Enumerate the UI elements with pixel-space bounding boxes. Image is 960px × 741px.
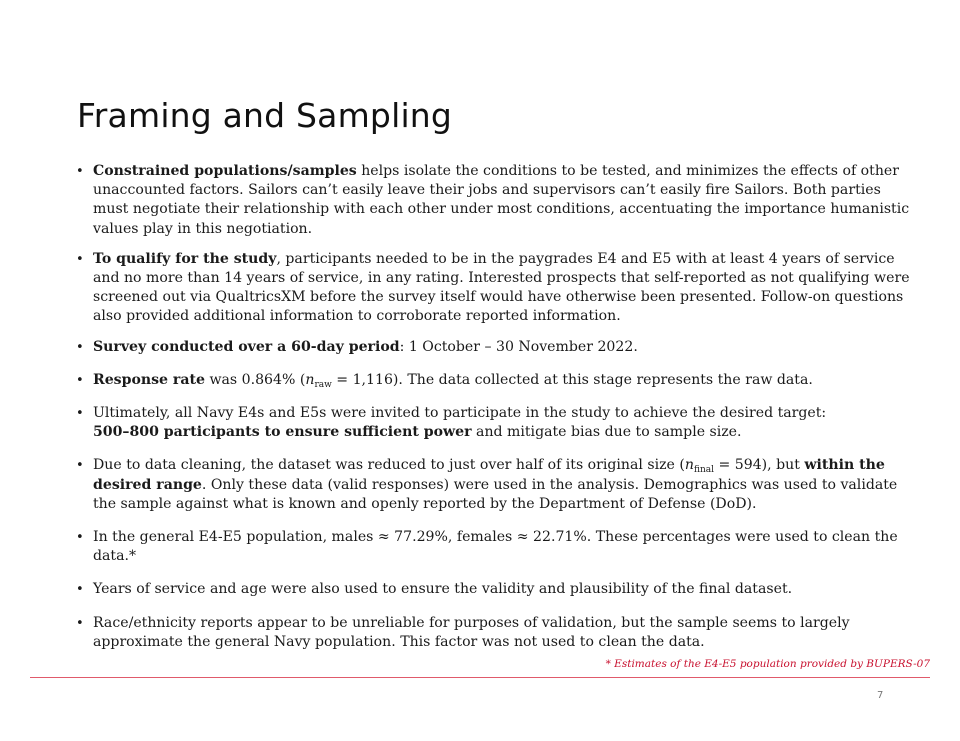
bullet-text: Years of service and age were also used to ensure the validity and plausibility of the final dataset.: [93, 581, 793, 598]
bullet-bold-text: 500–800 participants to ensure sufficient power: [93, 424, 472, 441]
bullet-race-ethnicity: [75, 614, 910, 652]
bullet-invited-participants: [75, 404, 910, 442]
bullet-text: , participants needed to be in the paygrades E4 and E5 with at least 4 years of service and no more than 14 years of service, in any rating. Interested prospects that self-reported as not qualifying were screened out via QualtricsXM before the survey itself would have otherwise been presented. Follow-on questions also provided additional information to corroborate reported information.: [93, 250, 910, 325]
n-subscript: raw: [314, 379, 332, 390]
page-number: 7: [877, 690, 884, 701]
bullet-qualify-study: [75, 250, 910, 327]
bullet-data-cleaning: [75, 456, 910, 514]
bullet-text: Race/ethnicity reports appear to be unreliable for purposes of validation, but the sample seems to largely approximate the general Navy population. This factor was not used to clean the data.: [93, 614, 850, 650]
bullet-text: Due to data cleaning, the dataset was reduced to just over half of its original size (: [93, 457, 685, 474]
bullet-population-gender: [75, 528, 910, 566]
bullet-text: = 1,116). The data collected at this stage represents the raw data.: [331, 371, 813, 388]
bullet-list: [75, 162, 910, 666]
bullet-text: was 0.864% (: [204, 371, 306, 388]
bullet-years-service-age: [75, 580, 910, 599]
n-symbol: n: [305, 371, 315, 388]
bullet-bold-text: Survey conducted over a 60-day period: [93, 338, 400, 355]
bullet-text: Ultimately, all Navy E4s and E5s were invited to participate in the study to achieve the desired target:: [93, 405, 827, 422]
bullet-text: helps isolate the conditions to be tested, and minimizes the effects of other unaccounted factors. Sailors can’t easily leave their jobs and supervisors can’t easily fire Sailors. Both parties must negotiate their relationship with each other under most conditions, accentuating the importance humanistic values play in this negotiation.: [93, 163, 910, 237]
bullet-bold-text: within the desired range: [93, 457, 885, 493]
footnote: * Estimates of the E4-E5 population provided by BUPERS-07: [605, 658, 930, 670]
bullet-bold-text: To qualify for the study: [93, 250, 277, 267]
bullet-text: In the general E4-E5 population, males ≈ 77.29%, females ≈ 22.71%. These percentages were used to clean the data.*: [93, 529, 898, 565]
bullet-text: . Only these data (valid responses) were used in the analysis. Demographics was used to validate the sample against what is known and openly reported by the Department of Defense (DoD).: [93, 476, 898, 512]
bullet-survey-period: [75, 338, 910, 357]
bullet-response-rate: [75, 371, 910, 390]
bullet-constrained-populations: [75, 162, 910, 239]
bullet-bold-text: Constrained populations/samples: [93, 163, 357, 179]
bullet-text: : 1 October – 30 November 2022.: [399, 338, 638, 355]
n-symbol: n: [684, 457, 694, 474]
bullet-text: and mitigate bias due to sample size.: [471, 424, 742, 441]
bullet-text: = 594), but: [714, 457, 805, 474]
page-title: Framing and Sampling: [77, 96, 453, 135]
divider-line: [30, 677, 930, 678]
bullet-bold-text: Response rate: [93, 371, 205, 388]
n-subscript: final: [693, 465, 714, 476]
